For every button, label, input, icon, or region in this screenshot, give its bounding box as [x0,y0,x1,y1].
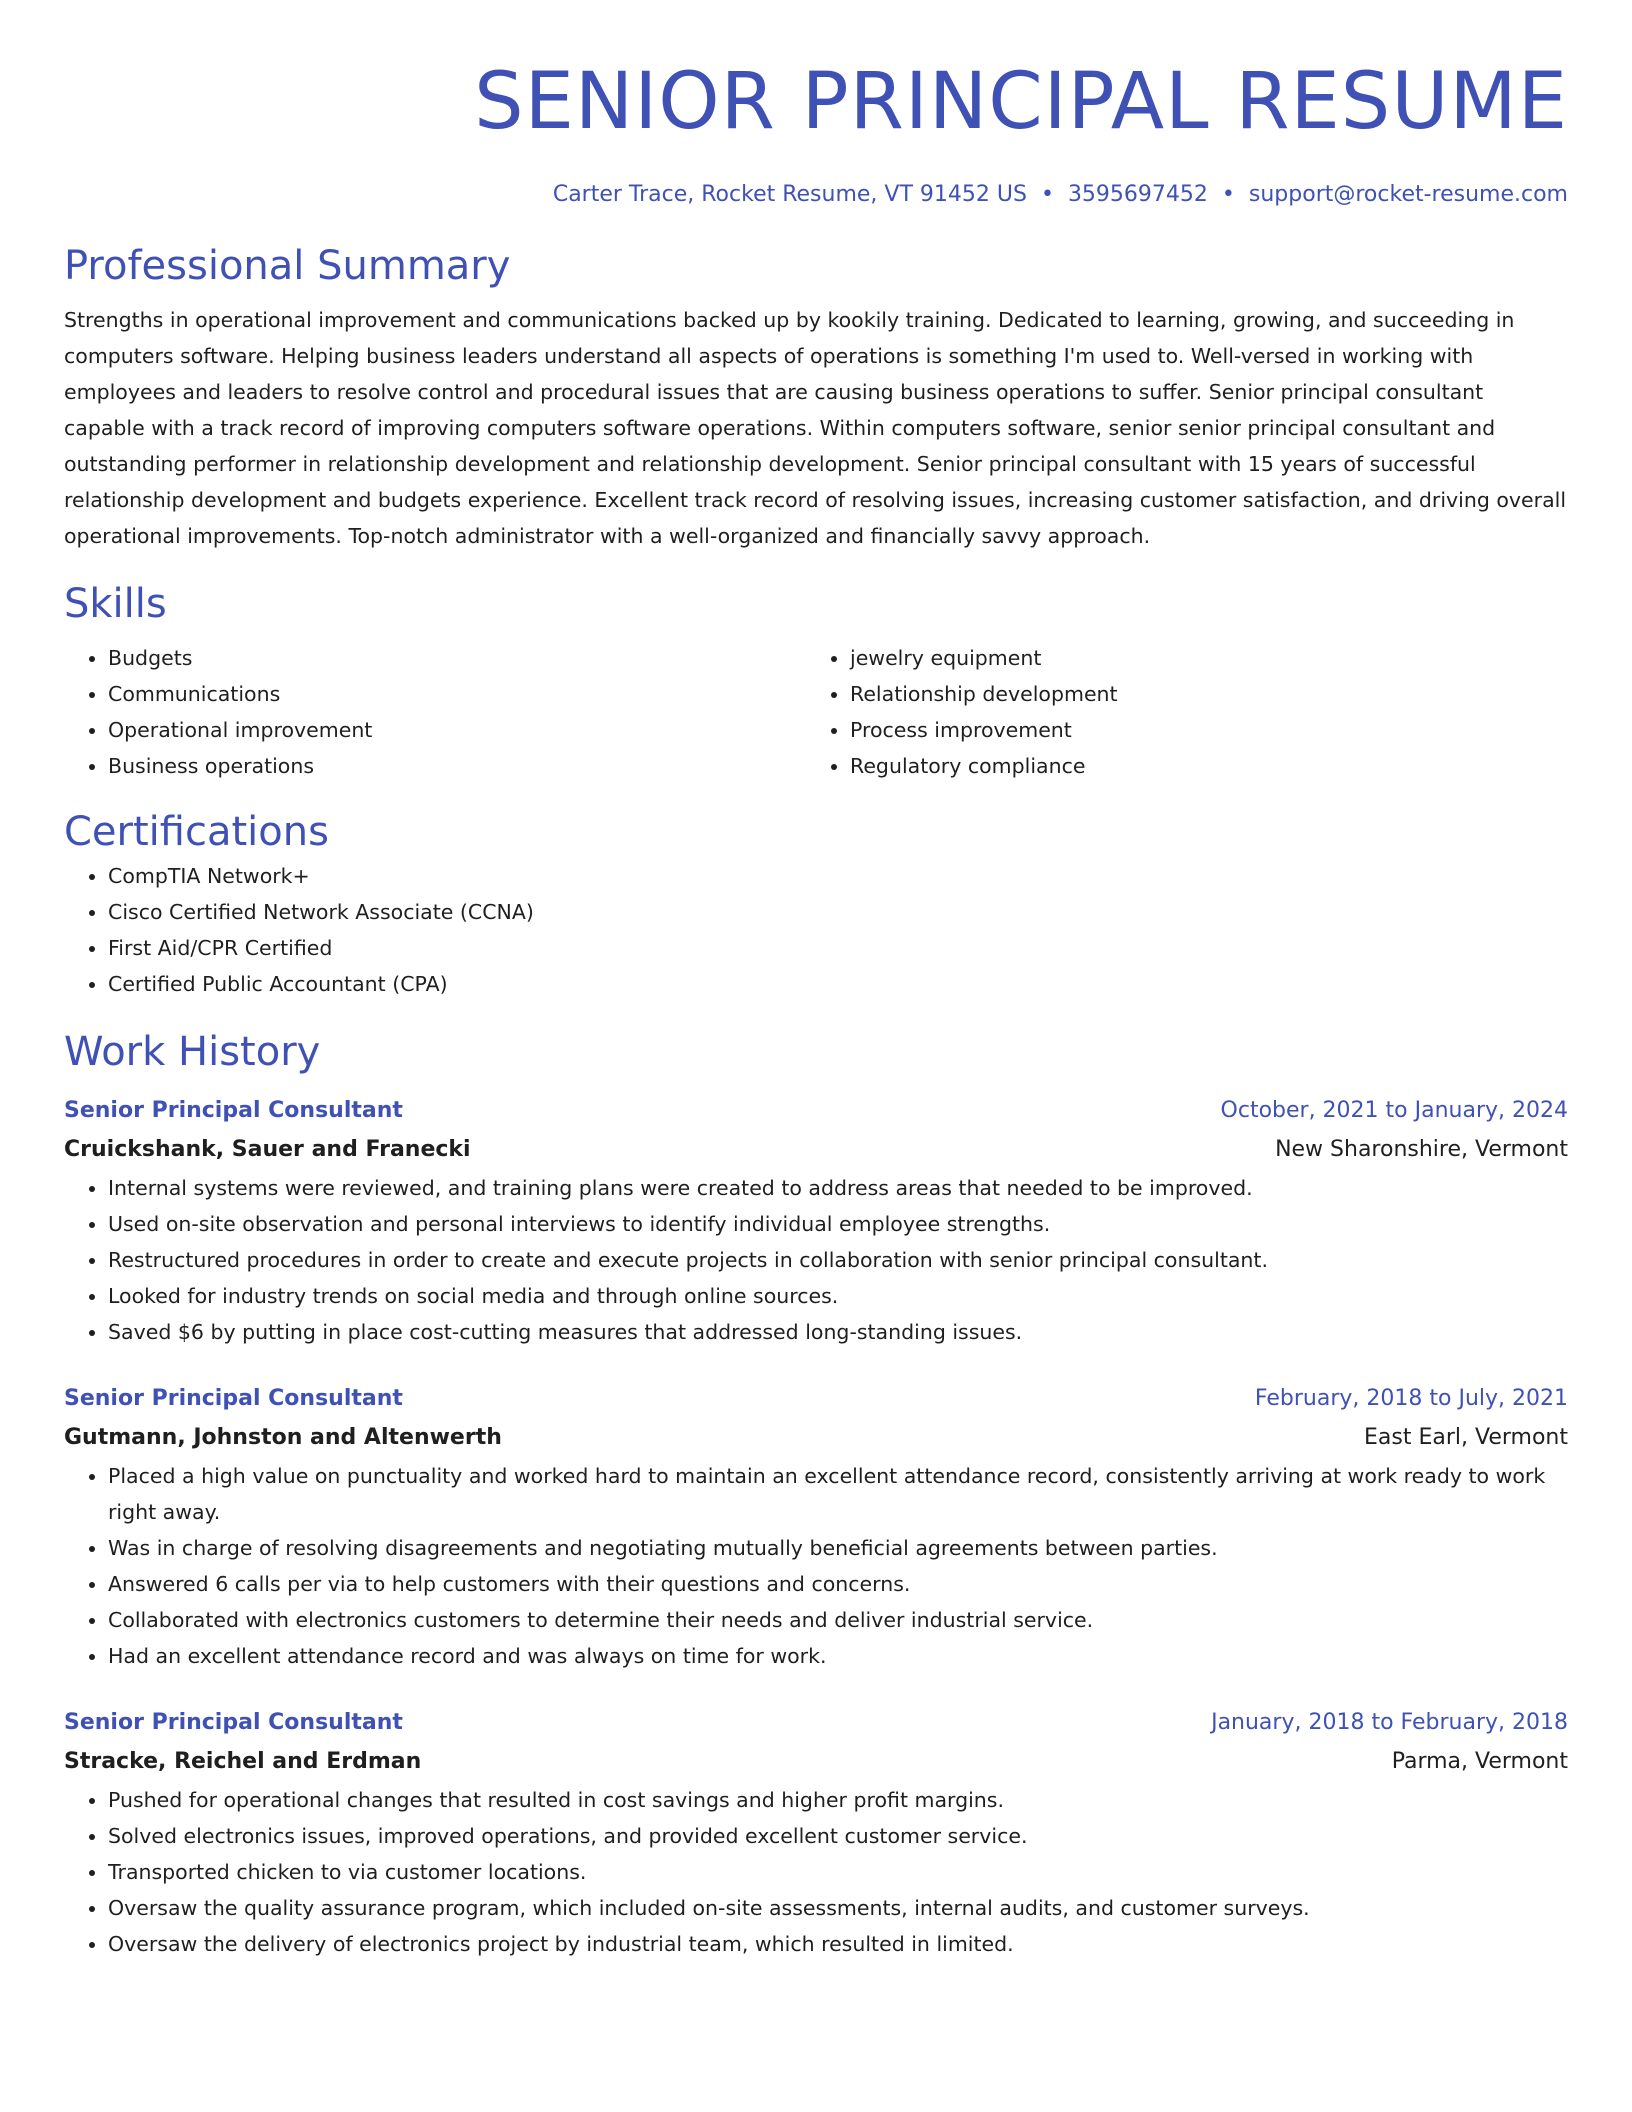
resume-page [64,0,1568,1962]
job-company-row [64,1418,1568,1458]
skill-item: • Relationship development [850,676,1548,712]
job-title: Senior Principal Consultant [64,1098,403,1123]
summary-text: Strengths in operational improvement and communications backed up by kookily training. Dedicated to learning, growing, and succeeding in computers software. Helping business leaders understand all aspects of operations is something I'm used to. Well-versed in working with employees and leaders to resolve control and procedural issues that are causing business operations to suffer. Senior principal consultant capable with a track record of improving computers software operations. Within computers software, senior senior principal consultant and outstanding performer in relationship development and relationship development. Senior principal consultant with 15 years of successful relationship development and budgets experience. Excellent track record of resolving issues, increasing customer satisfaction, and driving overall operational improvements. Top-notch administrator with a well-organized and financially savvy approach. [64,308,1567,548]
job-bullet: • Was in charge of resolving disagreements and negotiating mutually beneficial agreements between parties. [108,1530,1568,1566]
job-bullets [64,1458,1568,1674]
skill-item: • Communications [108,676,806,712]
job-company-row [64,1742,1568,1782]
job-company: Cruickshank, Sauer and Franecki [64,1137,471,1162]
job-entry [64,1380,1568,1674]
job-bullet: • Pushed for operational changes that resulted in cost savings and higher profit margins. [108,1782,1568,1818]
job-company-row [64,1130,1568,1170]
job-title: Senior Principal Consultant [64,1386,403,1411]
work-history-heading: Work History [64,1029,321,1075]
job-dates: January, 2018 to February, 2018 [1211,1710,1568,1735]
contact-line [64,180,1568,210]
job-header-row [64,1092,1568,1130]
job-bullet: • Restructured procedures in order to create and execute projects in collaboration with senior principal consultant. [108,1242,1568,1278]
job-title: Senior Principal Consultant [64,1710,403,1735]
resume-header [64,0,1568,210]
certification-item: • Certified Public Accountant (CPA) [108,966,1568,1002]
job-dates: February, 2018 to July, 2021 [1254,1386,1568,1411]
skill-item: • jewelry equipment [850,640,1548,676]
skills-heading: Skills [64,581,167,627]
job-bullet: • Had an excellent attendance record and was always on time for work. [108,1638,1568,1674]
job-bullet: • Saved $6 by putting in place cost-cutting measures that addressed long-standing issues. [108,1314,1568,1350]
contact-phone: 3595697452 [1067,182,1208,207]
job-location: Parma, Vermont [1391,1749,1568,1774]
job-company: Gutmann, Johnston and Altenwerth [64,1425,502,1450]
job-bullet: • Internal systems were reviewed, and training plans were created to address areas that needed to be improved. [108,1170,1568,1206]
contact-separator: • [1221,182,1235,207]
job-bullet: • Used on-site observation and personal interviews to identify individual employee strengths. [108,1206,1568,1242]
skill-item: • Process improvement [850,712,1548,748]
job-entry [64,1704,1568,1962]
skill-item: • Operational improvement [108,712,806,748]
certification-item: • CompTIA Network+ [108,858,1568,894]
contact-email: support@rocket-resume.com [1248,182,1568,207]
skills-column-left [64,640,806,784]
job-bullet: • Oversaw the quality assurance program, which included on-site assessments, internal audits, and customer surveys. [108,1890,1568,1926]
job-header-row [64,1704,1568,1742]
certifications-heading: Certifications [64,809,329,855]
job-bullet: • Transported chicken to via customer locations. [108,1854,1568,1890]
job-bullets [64,1170,1568,1350]
job-dates: October, 2021 to January, 2024 [1220,1098,1568,1123]
certification-item: • Cisco Certified Network Associate (CCNA) [108,894,1568,930]
job-entry [64,1092,1568,1350]
job-bullet: • Placed a high value on punctuality and worked hard to maintain an excellent attendance record, consistently arriving at work ready to work right away. [108,1458,1568,1530]
job-header-row [64,1380,1568,1418]
skills-column-right [806,640,1548,784]
job-bullet: • Solved electronics issues, improved operations, and provided excellent customer service. [108,1818,1568,1854]
job-bullet: • Collaborated with electronics customers to determine their needs and deliver industrial service. [108,1602,1568,1638]
skill-item: • Regulatory compliance [850,748,1548,784]
contact-address: Carter Trace, Rocket Resume, VT 91452 US [552,182,1027,207]
job-bullet: • Looked for industry trends on social media and through online sources. [108,1278,1568,1314]
skill-item: • Business operations [108,748,806,784]
skill-item: • Budgets [108,640,806,676]
certification-item: • First Aid/CPR Certified [108,930,1568,966]
job-company: Stracke, Reichel and Erdman [64,1749,422,1774]
certifications-list [64,858,1568,1002]
contact-separator: • [1040,182,1054,207]
skills-grid [64,640,1568,784]
job-bullet: • Answered 6 calls per via to help customers with their questions and concerns. [108,1566,1568,1602]
job-bullets [64,1782,1568,1962]
job-bullet: • Oversaw the delivery of electronics project by industrial team, which resulted in limited. [108,1926,1568,1962]
resume-title: SENIOR PRINCIPAL RESUME [474,57,1568,147]
job-location: New Sharonshire, Vermont [1275,1137,1568,1162]
summary-heading: Professional Summary [64,243,511,289]
job-location: East Earl, Vermont [1364,1425,1568,1450]
